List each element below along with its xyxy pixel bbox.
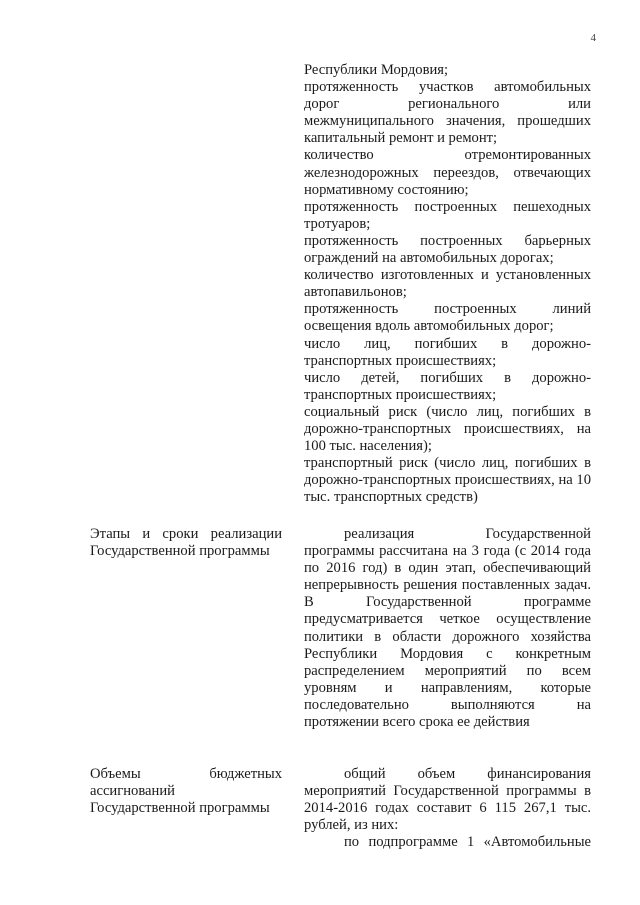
target-indicators-list (304, 62, 591, 506)
indicator-item: протяженность построенных барьерных ограждений на автомобильных дорогах; (304, 232, 591, 267)
indicator-item: количество изготовленных и установленных автопавильонов; (304, 267, 591, 301)
indicator-item: протяженность построенных линий освещения вдоль автомобильных дорог; (304, 301, 591, 335)
indicator-item: количество отремонтированных железнодорожных переездов, отвечающих нормативному состоянию; (304, 147, 591, 198)
stages-label (90, 526, 282, 560)
stages-label-line: Государственной программы (90, 543, 270, 560)
budget-label (90, 766, 282, 817)
budget-text: общий объем финансирования мероприятий Государственной программы в 2014-2016 годах составит 6 115 267,1 тыс. рублей, из них: по подпрограмме 1 «Автомобильные (304, 766, 591, 851)
stages-label-line: Этапы и сроки реализации (90, 526, 282, 542)
page-number: 4 (590, 32, 596, 44)
budget-label-line: Объемы бюджетных (90, 766, 282, 782)
budget-label-line: Государственной программы (90, 800, 270, 817)
indicator-item: протяженность участков автомобильных дорог регионального или межмуниципального значения, прошедших капитальный ремонт и ремонт; (304, 79, 591, 147)
indicator-item: социальный риск (число лиц, погибших в дорожно-транспортных происшествиях, на 100 тыс. населения); (304, 403, 591, 455)
stages-text: реализация Государственной программы рассчитана на 3 года (с 2014 года по 2016 год) в один этап, обеспечивающий непрерывность решения поставленных задач. В Государственной программе предусматривается четкое осуществление политики в области дорожного хозяйства Республики Мордовия с конкретным распределением мероприятий по всем уровням и направлениям, которые последовательно выполняются на протяжении всего срока ее действия (304, 526, 591, 731)
indicator-item: число лиц, погибших в дорожно-транспортных происшествиях; (304, 335, 591, 369)
indicator-item: протяженность построенных пешеходных тротуаров; (304, 198, 591, 232)
indicator-item: Республики Мордовия; (304, 62, 449, 78)
indicator-item: транспортный риск (число лиц, погибших в дорожно-транспортных происшествиях, на 10 тыс. транспортных средств) (304, 455, 591, 506)
budget-subprogram-line: по подпрограмме 1 «Автомобильные (344, 834, 591, 851)
indicator-item: число детей, погибших в дорожно-транспортных происшествиях; (304, 369, 591, 403)
budget-label-line: ассигнований (90, 783, 175, 800)
